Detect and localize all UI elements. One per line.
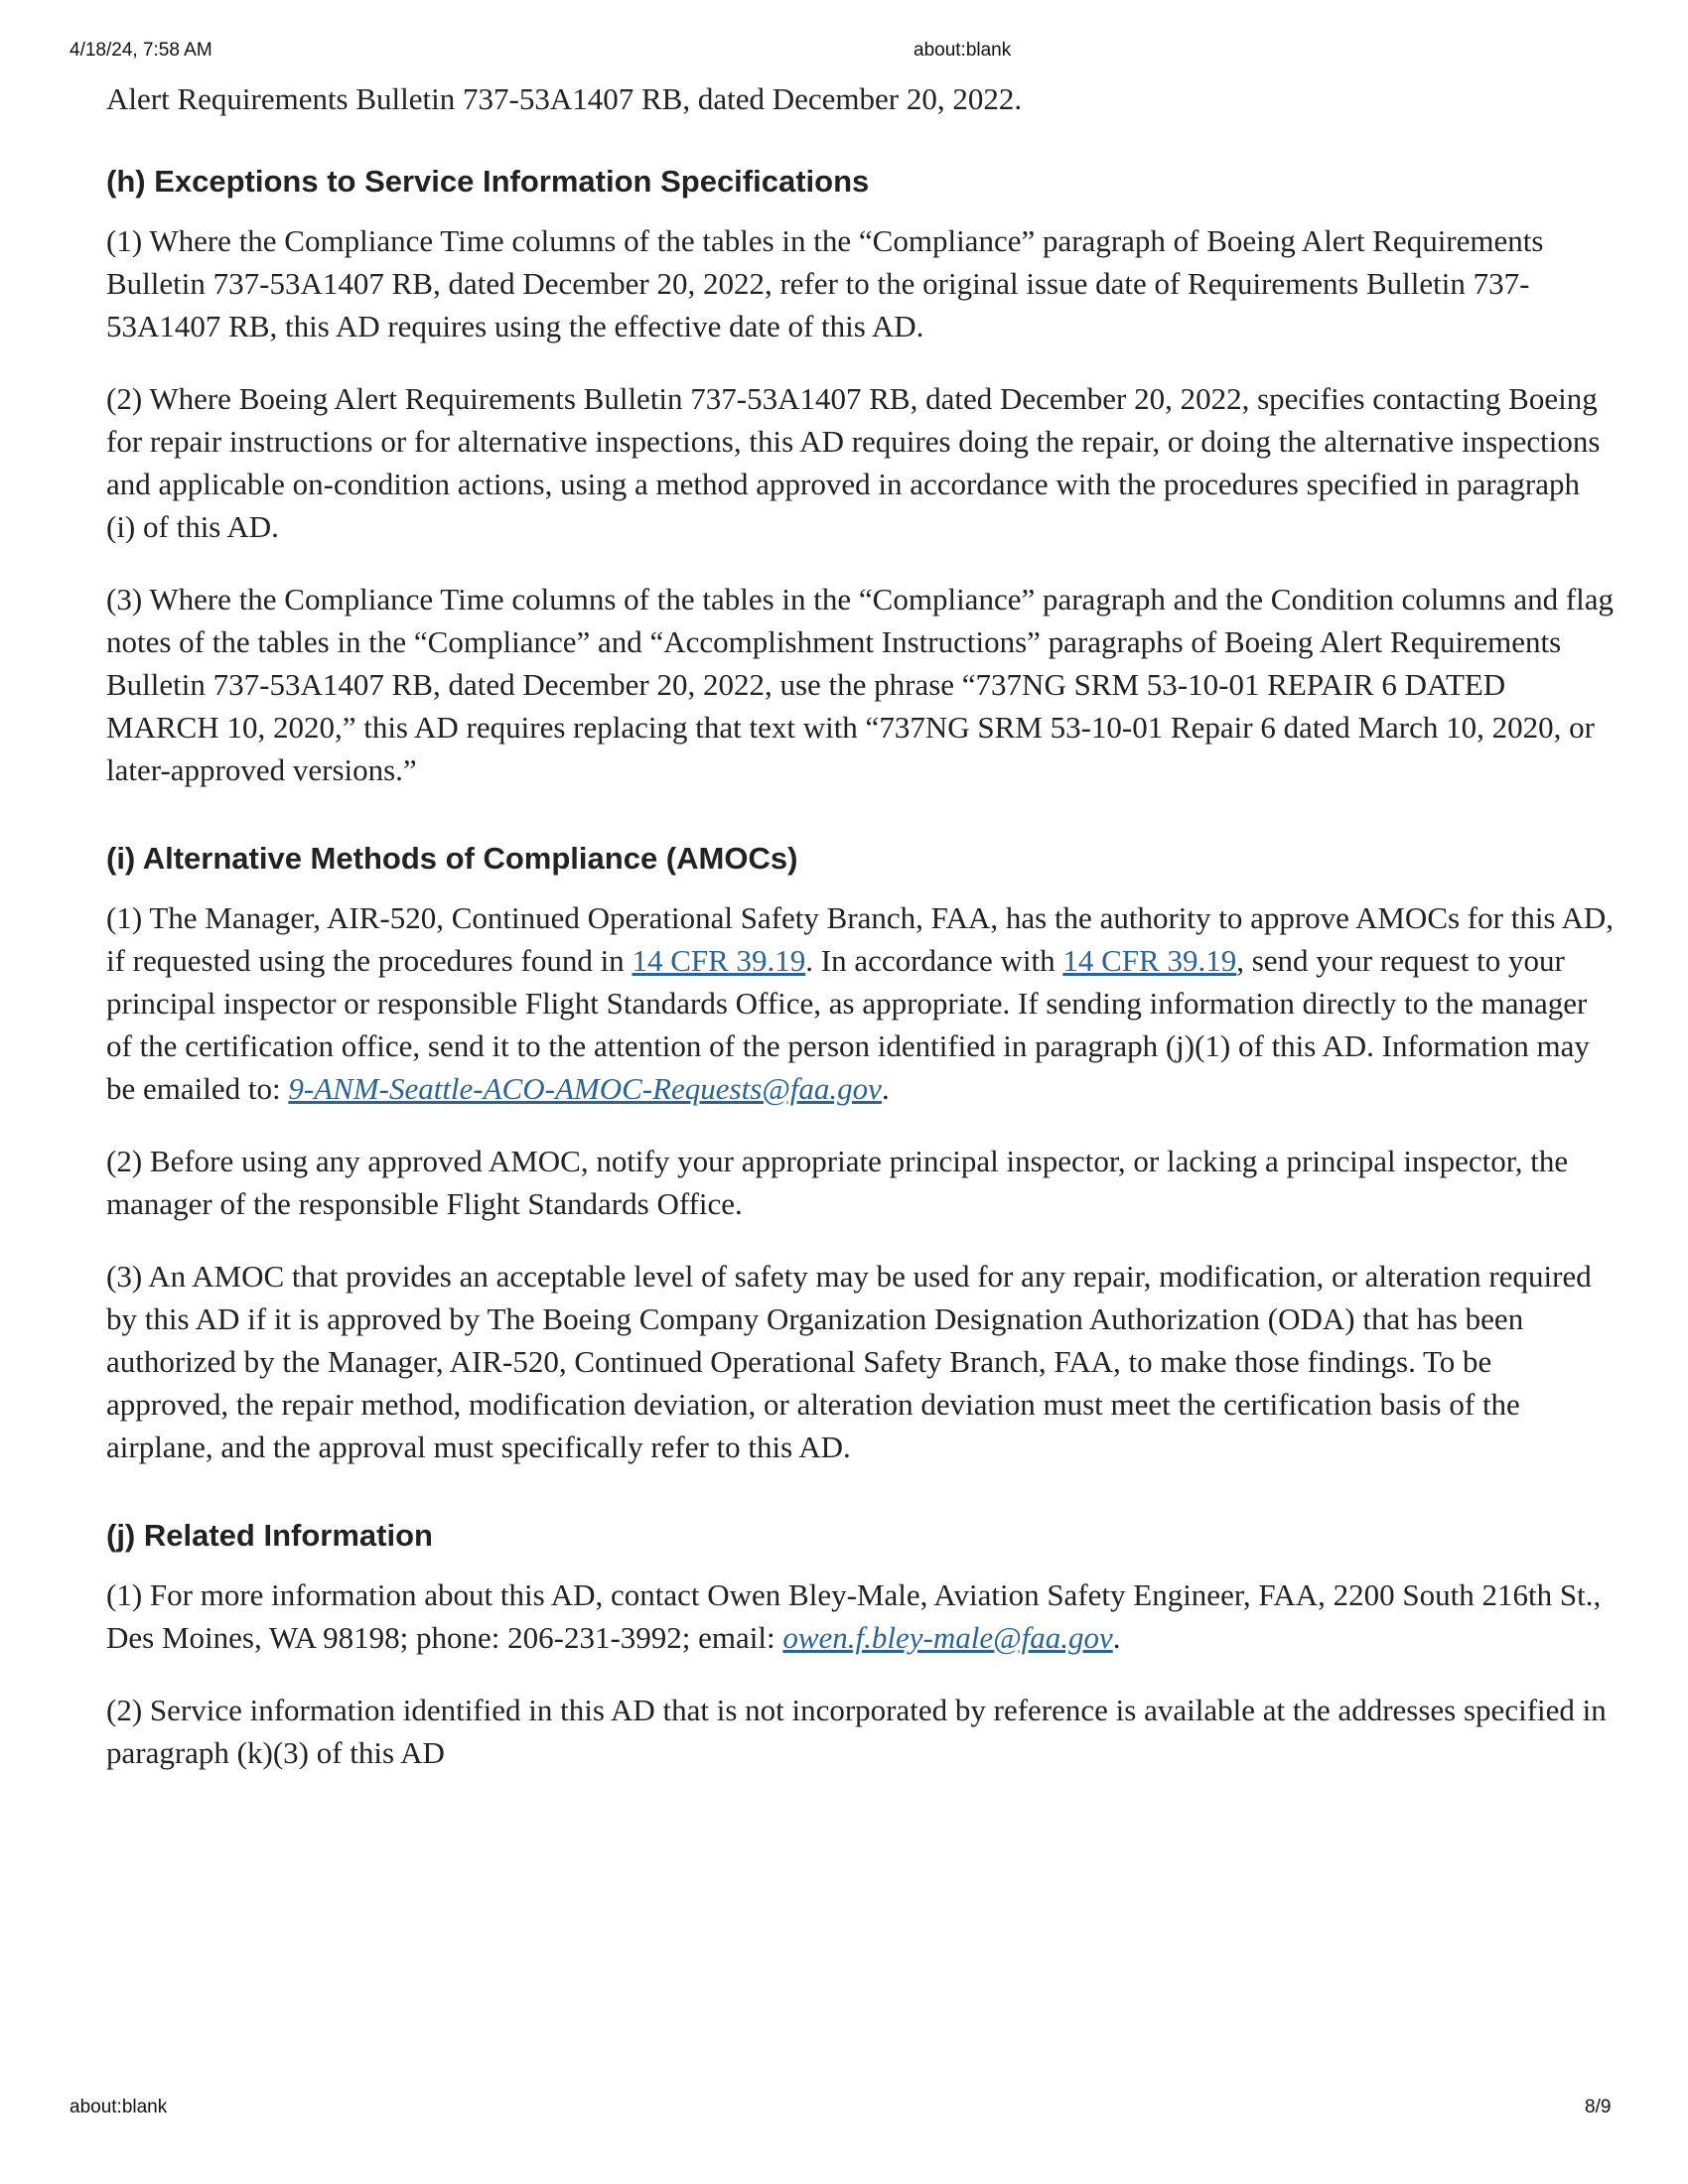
section-i-p1-text-a: (1) The Manager, AIR-520, Continued Operational Safety Branch, FAA, has the authority to approve AMOCs for this AD, if requested using the procedures found in — [106, 900, 1615, 978]
print-footer-page-number: 8/9 — [1585, 2097, 1612, 2117]
section-i-p1-text-c: , send your request to your principal inspector or responsible Flight Standards Office, as appropriate. If sending information directly to the manager of the certification office, send it to the attention of the person identified in paragraph (j)(1) of this AD. Information may be emailed to: — [106, 943, 1590, 1106]
section-j-p1-text-a: (1) For more information about this AD, contact Owen Bley-Male, Aviation Safety Engineer, FAA, 2200 South 216th St., Des Moines, WA 98198; phone: 206-231-3992; email: — [106, 1577, 1602, 1655]
section-h-paragraph-2: (2) Where Boeing Alert Requirements Bulletin 737-53A1407 RB, dated December 20, 2022, specifies contacting Boeing for repair instructions or for alternative inspections, this AD requires doing the repair, or doing the alternative inspections and applicable on-condition actions, using a method approved in accordance with the procedures specified in paragraph (i) of this AD. — [106, 381, 1601, 544]
document-body — [106, 77, 1616, 1804]
section-i-paragraph-2: (2) Before using any approved AMOC, notify your appropriate principal inspector, or lacking a principal inspector, the manager of the responsible Flight Standards Office. — [106, 1144, 1569, 1221]
section-i-paragraph-1 — [106, 896, 1616, 1110]
print-header-datetime: 4/18/24, 7:58 AM — [70, 40, 212, 61]
amoc-requests-email-link[interactable]: 9-ANM-Seattle-ACO-AMOC-Requests@faa.gov — [288, 1071, 882, 1106]
cfr-39-19-link[interactable]: 14 CFR 39.19 — [632, 943, 806, 978]
section-h-paragraph-3: (3) Where the Compliance Time columns of the tables in the “Compliance” paragraph and the Condition columns and flag notes of the tables in the “Compliance” and “Accomplishment Instructions” paragraphs of Boeing Alert Requirements Bulletin 737-53A1407 RB, dated December 20, 2022, use the phrase “737NG SRM 53-10-01 REPAIR 6 DATED MARCH 10, 2020,” this AD requires replacing that text with “737NG SRM 53-10-01 Repair 6 dated March 10, 2020, or later-approved versions.” — [106, 582, 1615, 787]
section-h-heading: (h) Exceptions to Service Information Specifications — [106, 164, 870, 199]
intro-paragraph: Alert Requirements Bulletin 737-53A1407 RB, dated December 20, 2022. — [106, 81, 1023, 116]
section-i-p1-text-b: . In accordance with — [805, 943, 1063, 978]
section-i-p1-text-d: . — [881, 1071, 890, 1106]
print-header-url: about:blank — [914, 40, 1012, 61]
contact-email-link[interactable]: owen.f.bley-male@faa.gov — [782, 1620, 1113, 1655]
section-j-paragraph-1 — [106, 1573, 1616, 1659]
section-h-paragraph-1: (1) Where the Compliance Time columns of the tables in the “Compliance” paragraph of Boeing Alert Requirements Bulletin 737-53A1407 RB, dated December 20, 2022, refer to the original issue date of Requirements Bulletin 737-53A1407 RB, this AD requires using the effective date of this AD. — [106, 223, 1544, 343]
section-j-paragraph-2: (2) Service information identified in this AD that is not incorporated by reference is available at the addresses specified in paragraph (k)(3) of this AD — [106, 1693, 1607, 1770]
section-i-heading: (i) Alternative Methods of Compliance (AMOCs) — [106, 841, 798, 876]
section-i-paragraph-3: (3) An AMOC that provides an acceptable level of safety may be used for any repair, modification, or alteration required by this AD if it is approved by The Boeing Company Organization Designation Authorization (ODA) that has been authorized by the Manager, AIR-520, Continued Operational Safety Branch, FAA, to make those findings. To be approved, the repair method, modification deviation, or alteration deviation must meet the certification basis of the airplane, and the approval must specifically refer to this AD. — [106, 1259, 1592, 1464]
section-j-p1-text-b: . — [1112, 1620, 1121, 1655]
print-footer-url: about:blank — [70, 2097, 168, 2117]
section-j-heading: (j) Related Information — [106, 1518, 433, 1553]
cfr-39-19-link-2[interactable]: 14 CFR 39.19 — [1062, 943, 1237, 978]
